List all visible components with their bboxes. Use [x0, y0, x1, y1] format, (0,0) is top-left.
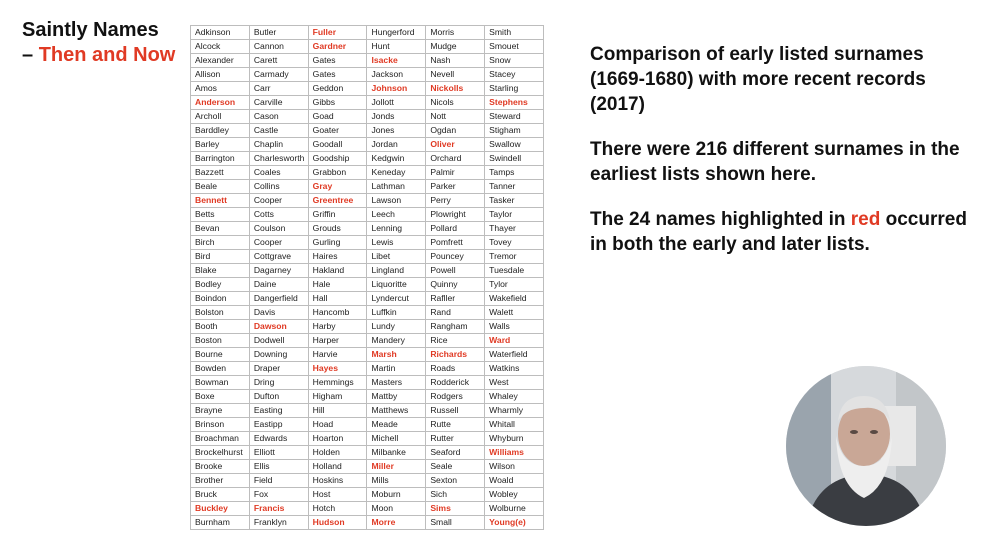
surname-cell: Lyndercut — [367, 292, 426, 306]
surname-cell: Grabbon — [308, 166, 367, 180]
surname-cell: Waterfield — [485, 348, 544, 362]
surname-cell: Hakland — [308, 264, 367, 278]
surname-cell: Tanner — [485, 180, 544, 194]
surname-cell: Steward — [485, 110, 544, 124]
table-row — [191, 474, 544, 488]
surname-cell: Anderson — [191, 96, 250, 110]
surname-cell: Ellis — [249, 460, 308, 474]
table-row — [191, 236, 544, 250]
surname-cell: Grouds — [308, 222, 367, 236]
surname-cell: Dawson — [249, 320, 308, 334]
surname-cell: Mills — [367, 474, 426, 488]
surname-cell: Hoarton — [308, 432, 367, 446]
surname-cell: Cooper — [249, 194, 308, 208]
table-row — [191, 250, 544, 264]
table-row — [191, 516, 544, 530]
surname-cell: Hancomb — [308, 306, 367, 320]
surname-cell: Hungerford — [367, 26, 426, 40]
surname-cell: Leech — [367, 208, 426, 222]
surname-cell: Rutter — [426, 432, 485, 446]
table-row — [191, 376, 544, 390]
surname-cell: Wobley — [485, 488, 544, 502]
surname-cell: Orchard — [426, 152, 485, 166]
surname-cell: Gurling — [308, 236, 367, 250]
table-row — [191, 54, 544, 68]
surname-cell: Buckley — [191, 502, 250, 516]
title-line-1: Saintly Names — [22, 19, 159, 41]
surname-cell: Draper — [249, 362, 308, 376]
surname-cell: Brockelhurst — [191, 446, 250, 460]
surname-cell: Brother — [191, 474, 250, 488]
surname-cell: Nickolls — [426, 82, 485, 96]
surname-cell: Bruck — [191, 488, 250, 502]
surname-cell: Fuller — [308, 26, 367, 40]
surname-cell: Miller — [367, 460, 426, 474]
surname-cell: Taylor — [485, 208, 544, 222]
surname-cell: Host — [308, 488, 367, 502]
surname-cell: Martin — [367, 362, 426, 376]
table-row — [191, 166, 544, 180]
surname-cell: Mattby — [367, 390, 426, 404]
surname-cell: Moburn — [367, 488, 426, 502]
surname-cell: Nevell — [426, 68, 485, 82]
surname-cell: Smouet — [485, 40, 544, 54]
table-row — [191, 68, 544, 82]
surname-cell: Pomfrett — [426, 236, 485, 250]
surname-cell: Tremor — [485, 250, 544, 264]
surname-cell: Brinson — [191, 418, 250, 432]
surname-cell: Elliott — [249, 446, 308, 460]
surname-cell: Michell — [367, 432, 426, 446]
surname-cell: Alexander — [191, 54, 250, 68]
surname-cell: Russell — [426, 404, 485, 418]
surname-cell: Coales — [249, 166, 308, 180]
table-row — [191, 502, 544, 516]
surname-cell: Roads — [426, 362, 485, 376]
surname-cell: Barddley — [191, 124, 250, 138]
surname-cell: Daine — [249, 278, 308, 292]
title-highlight: Then and Now — [38, 44, 176, 66]
surname-cell: Rodderick — [426, 376, 485, 390]
surname-cell: Dring — [249, 376, 308, 390]
surname-cell: Watkins — [485, 362, 544, 376]
surname-cell: Barrington — [191, 152, 250, 166]
para-3-post: occurred in both the early and later lists. — [590, 209, 967, 255]
surname-cell: Burnham — [191, 516, 250, 530]
surname-cell: Thayer — [485, 222, 544, 236]
surname-cell: Bowman — [191, 376, 250, 390]
surname-cell: Rand — [426, 306, 485, 320]
surname-cell: Pouncey — [426, 250, 485, 264]
surname-cell: Francis — [249, 502, 308, 516]
surname-cell: Hayes — [308, 362, 367, 376]
surname-cell: Allison — [191, 68, 250, 82]
surname-cell: Bodley — [191, 278, 250, 292]
table-row — [191, 194, 544, 208]
surname-cell: Nash — [426, 54, 485, 68]
table-row — [191, 292, 544, 306]
surname-cell: Hudson — [308, 516, 367, 530]
surname-cell: Milbanke — [367, 446, 426, 460]
surname-cell: Sich — [426, 488, 485, 502]
description-para-3 — [590, 207, 970, 257]
surname-cell: Wilson — [485, 460, 544, 474]
table-row — [191, 110, 544, 124]
surname-cell: Lenning — [367, 222, 426, 236]
surname-cell: Parker — [426, 180, 485, 194]
surname-cell: Kedgwin — [367, 152, 426, 166]
table-row — [191, 82, 544, 96]
surname-cell: Carville — [249, 96, 308, 110]
table-row — [191, 208, 544, 222]
surname-cell: Hotch — [308, 502, 367, 516]
surname-cell: Bazzett — [191, 166, 250, 180]
surname-cell: Hoad — [308, 418, 367, 432]
surname-cell: Nott — [426, 110, 485, 124]
surname-cell: Cotts — [249, 208, 308, 222]
table-row — [191, 362, 544, 376]
surname-cell: Gray — [308, 180, 367, 194]
table-row — [191, 152, 544, 166]
surname-cell: Carmady — [249, 68, 308, 82]
surname-cell: Lewis — [367, 236, 426, 250]
table-row — [191, 96, 544, 110]
surname-cell: Stacey — [485, 68, 544, 82]
surname-cell: Jones — [367, 124, 426, 138]
surname-cell: Brayne — [191, 404, 250, 418]
surname-cell: Easting — [249, 404, 308, 418]
surname-cell: Pollard — [426, 222, 485, 236]
surname-cell: Lawson — [367, 194, 426, 208]
surname-cell: Rafller — [426, 292, 485, 306]
surname-cell: Masters — [367, 376, 426, 390]
surname-cell: Charlesworth — [249, 152, 308, 166]
surname-cell: Palmir — [426, 166, 485, 180]
surname-cell: Sexton — [426, 474, 485, 488]
surname-cell: Whaley — [485, 390, 544, 404]
surname-cell: Boxe — [191, 390, 250, 404]
table-row — [191, 334, 544, 348]
surname-cell: Libet — [367, 250, 426, 264]
surname-cell: Johnson — [367, 82, 426, 96]
surname-cell: Carr — [249, 82, 308, 96]
surname-cell: Haires — [308, 250, 367, 264]
surname-cell: Bowden — [191, 362, 250, 376]
surname-cell: Edwards — [249, 432, 308, 446]
surname-table-container — [190, 25, 544, 530]
surname-cell: Jackson — [367, 68, 426, 82]
surname-cell: Snow — [485, 54, 544, 68]
table-row — [191, 138, 544, 152]
surname-cell: Griffin — [308, 208, 367, 222]
surname-cell: Hunt — [367, 40, 426, 54]
surname-cell: Walett — [485, 306, 544, 320]
surname-cell: Castle — [249, 124, 308, 138]
surname-cell: Bennett — [191, 194, 250, 208]
surname-cell: Boindon — [191, 292, 250, 306]
surname-cell: Jollott — [367, 96, 426, 110]
title-dash: – — [22, 44, 39, 66]
surname-cell: Woald — [485, 474, 544, 488]
presenter-avatar-icon — [786, 366, 946, 526]
surname-cell: Swindell — [485, 152, 544, 166]
surname-cell: Lundy — [367, 320, 426, 334]
surname-cell: Morris — [426, 26, 485, 40]
surname-cell: Seale — [426, 460, 485, 474]
surname-cell: Wolburne — [485, 502, 544, 516]
table-row — [191, 460, 544, 474]
surname-table — [190, 25, 544, 530]
table-row — [191, 264, 544, 278]
surname-cell: Brooke — [191, 460, 250, 474]
surname-cell: Goad — [308, 110, 367, 124]
table-row — [191, 348, 544, 362]
surname-cell: Keneday — [367, 166, 426, 180]
surname-cell: Dodwell — [249, 334, 308, 348]
description-para-1: Comparison of early listed surnames (1669-1680) with more recent records (2017) — [590, 44, 926, 115]
surname-cell: Starling — [485, 82, 544, 96]
surname-cell: Walls — [485, 320, 544, 334]
surname-cell: West — [485, 376, 544, 390]
table-row — [191, 40, 544, 54]
surname-cell: Boston — [191, 334, 250, 348]
surname-cell: Goater — [308, 124, 367, 138]
surname-cell: Higham — [308, 390, 367, 404]
surname-cell: Jordan — [367, 138, 426, 152]
table-row — [191, 432, 544, 446]
surname-cell: Hill — [308, 404, 367, 418]
surname-cell: Davis — [249, 306, 308, 320]
table-row — [191, 320, 544, 334]
surname-cell: Perry — [426, 194, 485, 208]
surname-cell: Williams — [485, 446, 544, 460]
surname-cell: Bird — [191, 250, 250, 264]
description — [590, 42, 970, 277]
table-row — [191, 446, 544, 460]
surname-cell: Cannon — [249, 40, 308, 54]
surname-cell: Tuesdale — [485, 264, 544, 278]
surname-cell: Butler — [249, 26, 308, 40]
surname-cell: Harper — [308, 334, 367, 348]
surname-cell: Moon — [367, 502, 426, 516]
surname-cell: Gates — [308, 68, 367, 82]
surname-cell: Plowright — [426, 208, 485, 222]
surname-cell: Beale — [191, 180, 250, 194]
surname-cell: Wakefield — [485, 292, 544, 306]
surname-cell: Rodgers — [426, 390, 485, 404]
surname-cell: Mudge — [426, 40, 485, 54]
surname-cell: Ogdan — [426, 124, 485, 138]
surname-cell: Jonds — [367, 110, 426, 124]
table-row — [191, 222, 544, 236]
surname-cell: Alcock — [191, 40, 250, 54]
surname-cell: Goodall — [308, 138, 367, 152]
surname-cell: Chaplin — [249, 138, 308, 152]
presenter-video — [786, 366, 946, 526]
surname-cell: Tylor — [485, 278, 544, 292]
surname-cell: Rice — [426, 334, 485, 348]
surname-cell: Tasker — [485, 194, 544, 208]
surname-cell: Young(e) — [485, 516, 544, 530]
surname-cell: Small — [426, 516, 485, 530]
title-line-2 — [22, 43, 182, 68]
surname-cell: Dufton — [249, 390, 308, 404]
surname-cell: Adkinson — [191, 26, 250, 40]
surname-cell: Smith — [485, 26, 544, 40]
surname-cell: Mandery — [367, 334, 426, 348]
surname-cell: Hoskins — [308, 474, 367, 488]
surname-cell: Betts — [191, 208, 250, 222]
table-row — [191, 306, 544, 320]
surname-cell: Collins — [249, 180, 308, 194]
surname-cell: Tovey — [485, 236, 544, 250]
surname-cell: Bolston — [191, 306, 250, 320]
table-row — [191, 180, 544, 194]
surname-cell: Hall — [308, 292, 367, 306]
surname-cell: Dangerfield — [249, 292, 308, 306]
surname-cell: Seaford — [426, 446, 485, 460]
surname-cell: Meade — [367, 418, 426, 432]
surname-cell: Geddon — [308, 82, 367, 96]
surname-cell: Goodship — [308, 152, 367, 166]
surname-cell: Bourne — [191, 348, 250, 362]
surname-cell: Stephens — [485, 96, 544, 110]
surname-cell: Rangham — [426, 320, 485, 334]
surname-cell: Greentree — [308, 194, 367, 208]
surname-cell: Nicols — [426, 96, 485, 110]
slide-title — [22, 18, 182, 68]
table-row — [191, 26, 544, 40]
surname-cell: Powell — [426, 264, 485, 278]
surname-cell: Carett — [249, 54, 308, 68]
surname-cell: Hemmings — [308, 376, 367, 390]
table-row — [191, 124, 544, 138]
surname-cell: Holden — [308, 446, 367, 460]
surname-cell: Hale — [308, 278, 367, 292]
surname-cell: Dagarney — [249, 264, 308, 278]
surname-cell: Amos — [191, 82, 250, 96]
table-row — [191, 404, 544, 418]
surname-cell: Birch — [191, 236, 250, 250]
surname-cell: Lingland — [367, 264, 426, 278]
surname-cell: Rutte — [426, 418, 485, 432]
surname-cell: Swallow — [485, 138, 544, 152]
surname-cell: Marsh — [367, 348, 426, 362]
surname-cell: Cooper — [249, 236, 308, 250]
surname-cell: Franklyn — [249, 516, 308, 530]
surname-cell: Sims — [426, 502, 485, 516]
description-para-2: There were 216 different surnames in the earliest lists shown here. — [590, 139, 960, 185]
surname-cell: Archoll — [191, 110, 250, 124]
surname-cell: Richards — [426, 348, 485, 362]
surname-cell: Whyburn — [485, 432, 544, 446]
surname-cell: Gates — [308, 54, 367, 68]
surname-cell: Gardner — [308, 40, 367, 54]
surname-cell: Cottgrave — [249, 250, 308, 264]
surname-cell: Liquoritte — [367, 278, 426, 292]
para-3-pre: The 24 names highlighted in — [590, 209, 851, 230]
surname-cell: Morre — [367, 516, 426, 530]
table-row — [191, 488, 544, 502]
surname-cell: Stigham — [485, 124, 544, 138]
surname-cell: Holland — [308, 460, 367, 474]
surname-cell: Luffkin — [367, 306, 426, 320]
table-row — [191, 418, 544, 432]
surname-cell: Lathman — [367, 180, 426, 194]
surname-cell: Fox — [249, 488, 308, 502]
table-row — [191, 390, 544, 404]
surname-cell: Booth — [191, 320, 250, 334]
table-row — [191, 278, 544, 292]
surname-cell: Field — [249, 474, 308, 488]
surname-cell: Downing — [249, 348, 308, 362]
surname-cell: Wharmly — [485, 404, 544, 418]
surname-cell: Harby — [308, 320, 367, 334]
surname-cell: Oliver — [426, 138, 485, 152]
surname-cell: Ward — [485, 334, 544, 348]
surname-cell: Whitall — [485, 418, 544, 432]
surname-cell: Tamps — [485, 166, 544, 180]
surname-cell: Gibbs — [308, 96, 367, 110]
surname-cell: Bevan — [191, 222, 250, 236]
surname-cell: Broachman — [191, 432, 250, 446]
surname-cell: Blake — [191, 264, 250, 278]
surname-cell: Quinny — [426, 278, 485, 292]
surname-table-body — [191, 26, 544, 530]
surname-cell: Coulson — [249, 222, 308, 236]
surname-cell: Matthews — [367, 404, 426, 418]
surname-cell: Harvie — [308, 348, 367, 362]
surname-cell: Isacke — [367, 54, 426, 68]
surname-cell: Barley — [191, 138, 250, 152]
surname-cell: Cason — [249, 110, 308, 124]
para-3-red-word: red — [850, 209, 881, 230]
surname-cell: Eastipp — [249, 418, 308, 432]
